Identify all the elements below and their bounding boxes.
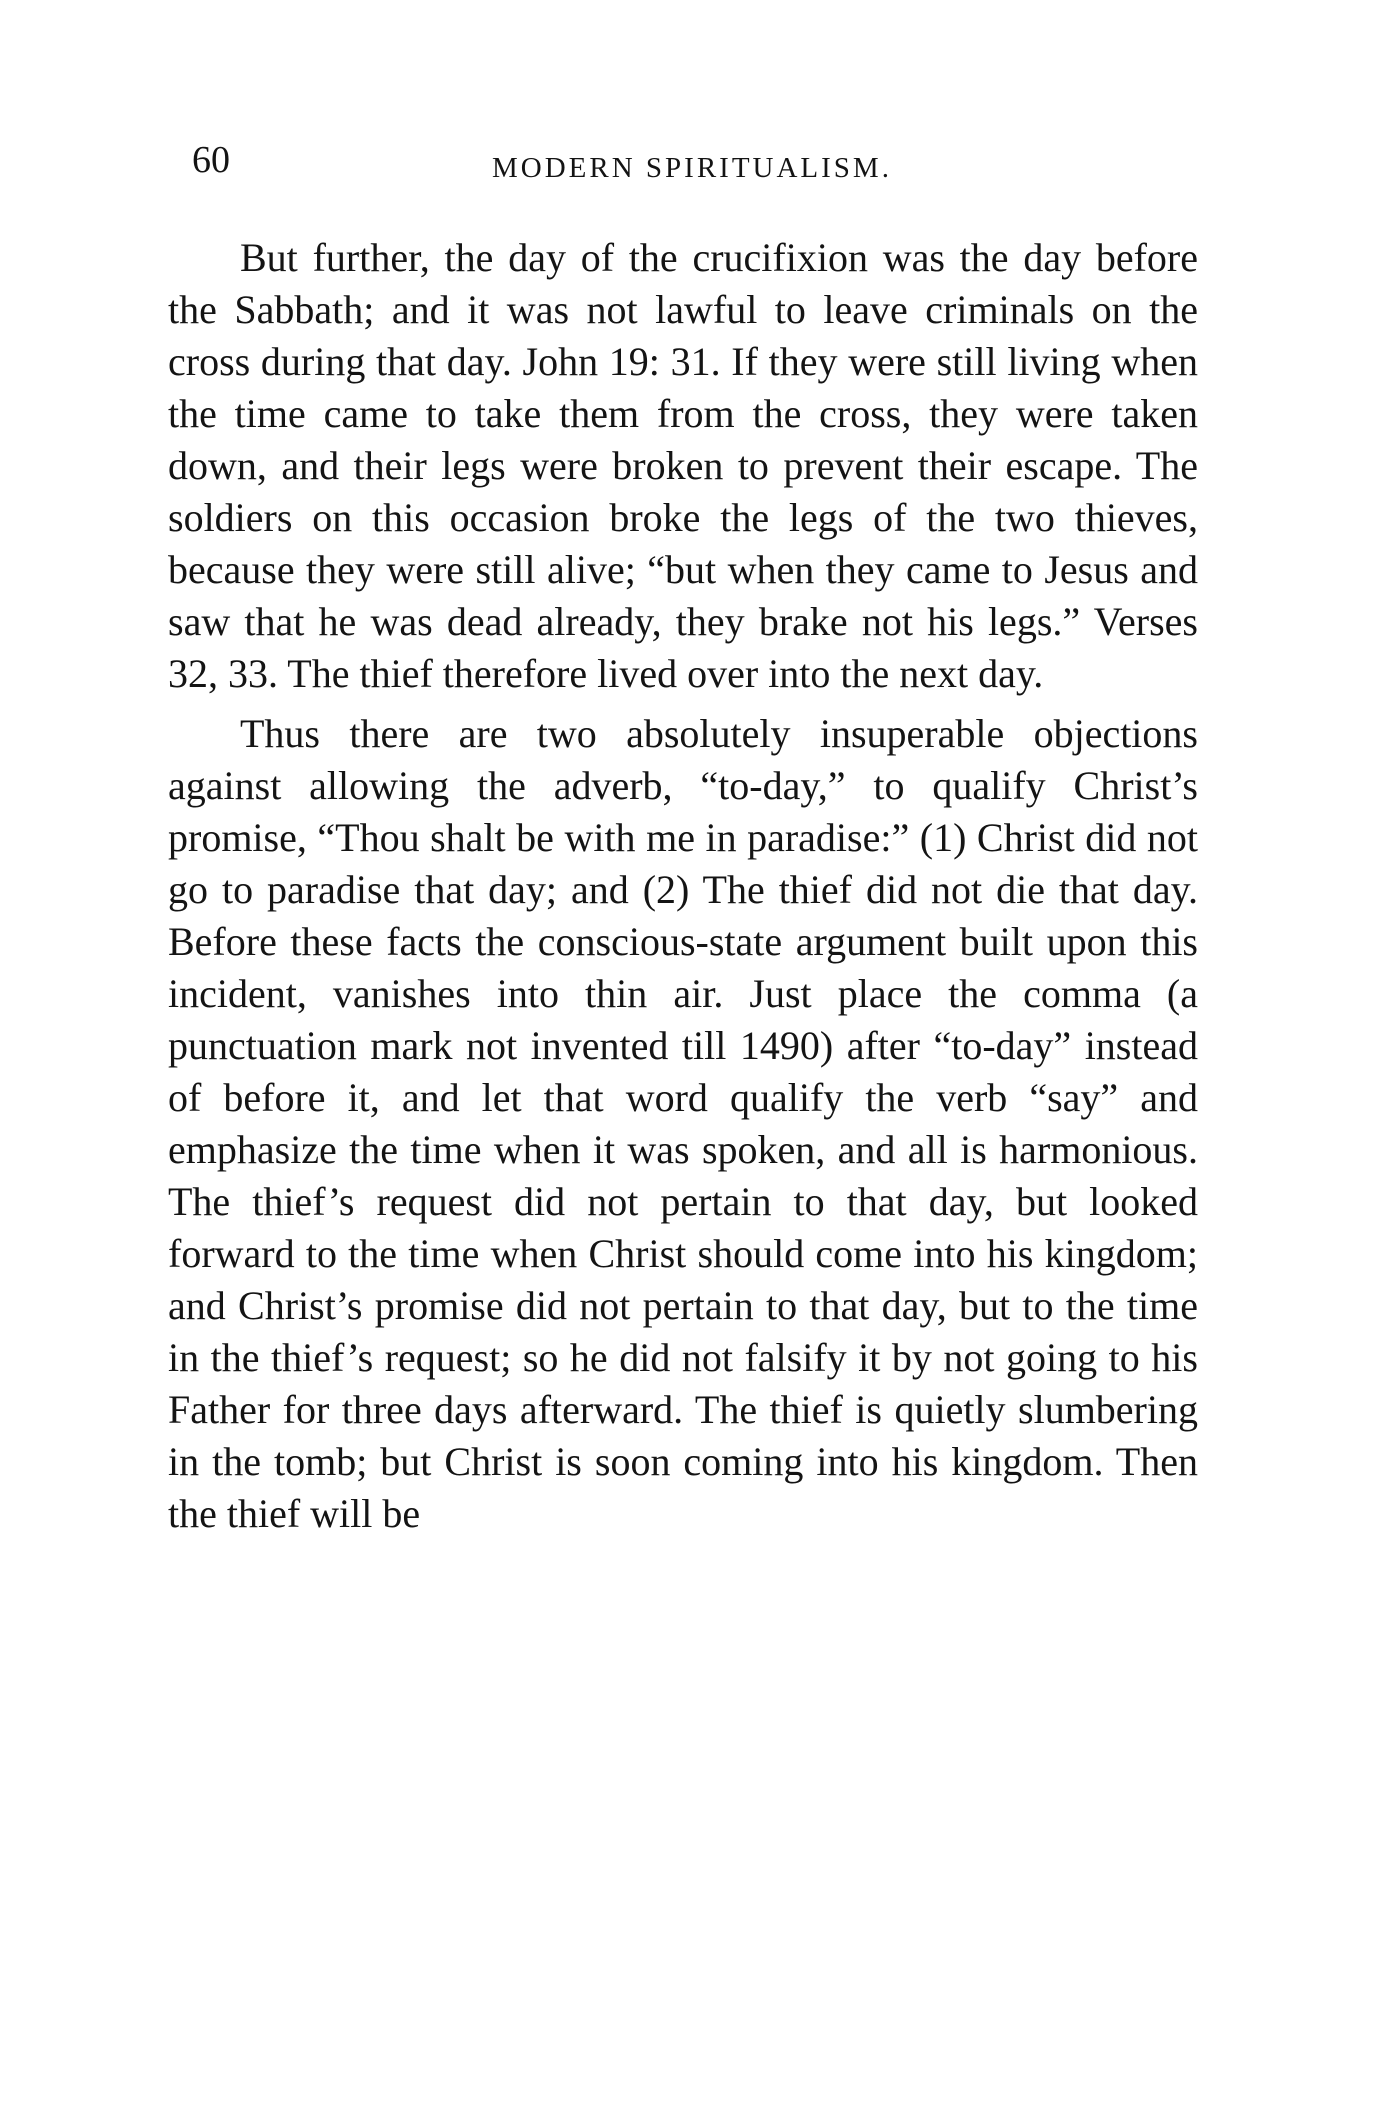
- page-number: 60: [192, 139, 230, 181]
- paragraph: Thus there are two absolutely insuperable objections against allowing the adverb, “to-day,” to qualify Christ’s promise, “Thou shalt be with me in paradise:” (1) Christ did not go to paradise that day; and (2) The thief did not die that day. Before these facts the conscious-state argument built upon this incident, vanishes into thin air. Just place the comma (a punctuation mark not invented till 1490) after “to-day” instead of before it, and let that word qualify the verb “say” and emphasize the time when it was spoken, and all is harmonious. The thief’s request did not pertain to that day, but looked forward to the time when Christ should come into his kingdom; and Christ’s promise did not pertain to that day, but to the time in the thief’s request; so he did not falsify it by not going to his Father for three days afterward. The thief is quietly slumbering in the tomb; but Christ is soon coming into his kingdom. Then the thief will be: [168, 711, 1198, 1536]
- running-title: MODERN SPIRITUALISM.: [492, 152, 892, 184]
- paragraph: But further, the day of the crucifixion was the day before the Sabbath; and it was not lawful to leave criminals on the cross during that day. John 19: 31. If they were still living when the time came to take them from the cross, they were taken down, and their legs were broken to prevent their escape. The soldiers on this occasion broke the legs of the two thieves, because they were still alive; “but when they came to Jesus and saw that he was dead already, they brake not his legs.” Verses 32, 33. The thief therefore lived over into the next day.: [168, 235, 1198, 696]
- page-header: [192, 140, 1192, 200]
- body-text: [168, 232, 1198, 1540]
